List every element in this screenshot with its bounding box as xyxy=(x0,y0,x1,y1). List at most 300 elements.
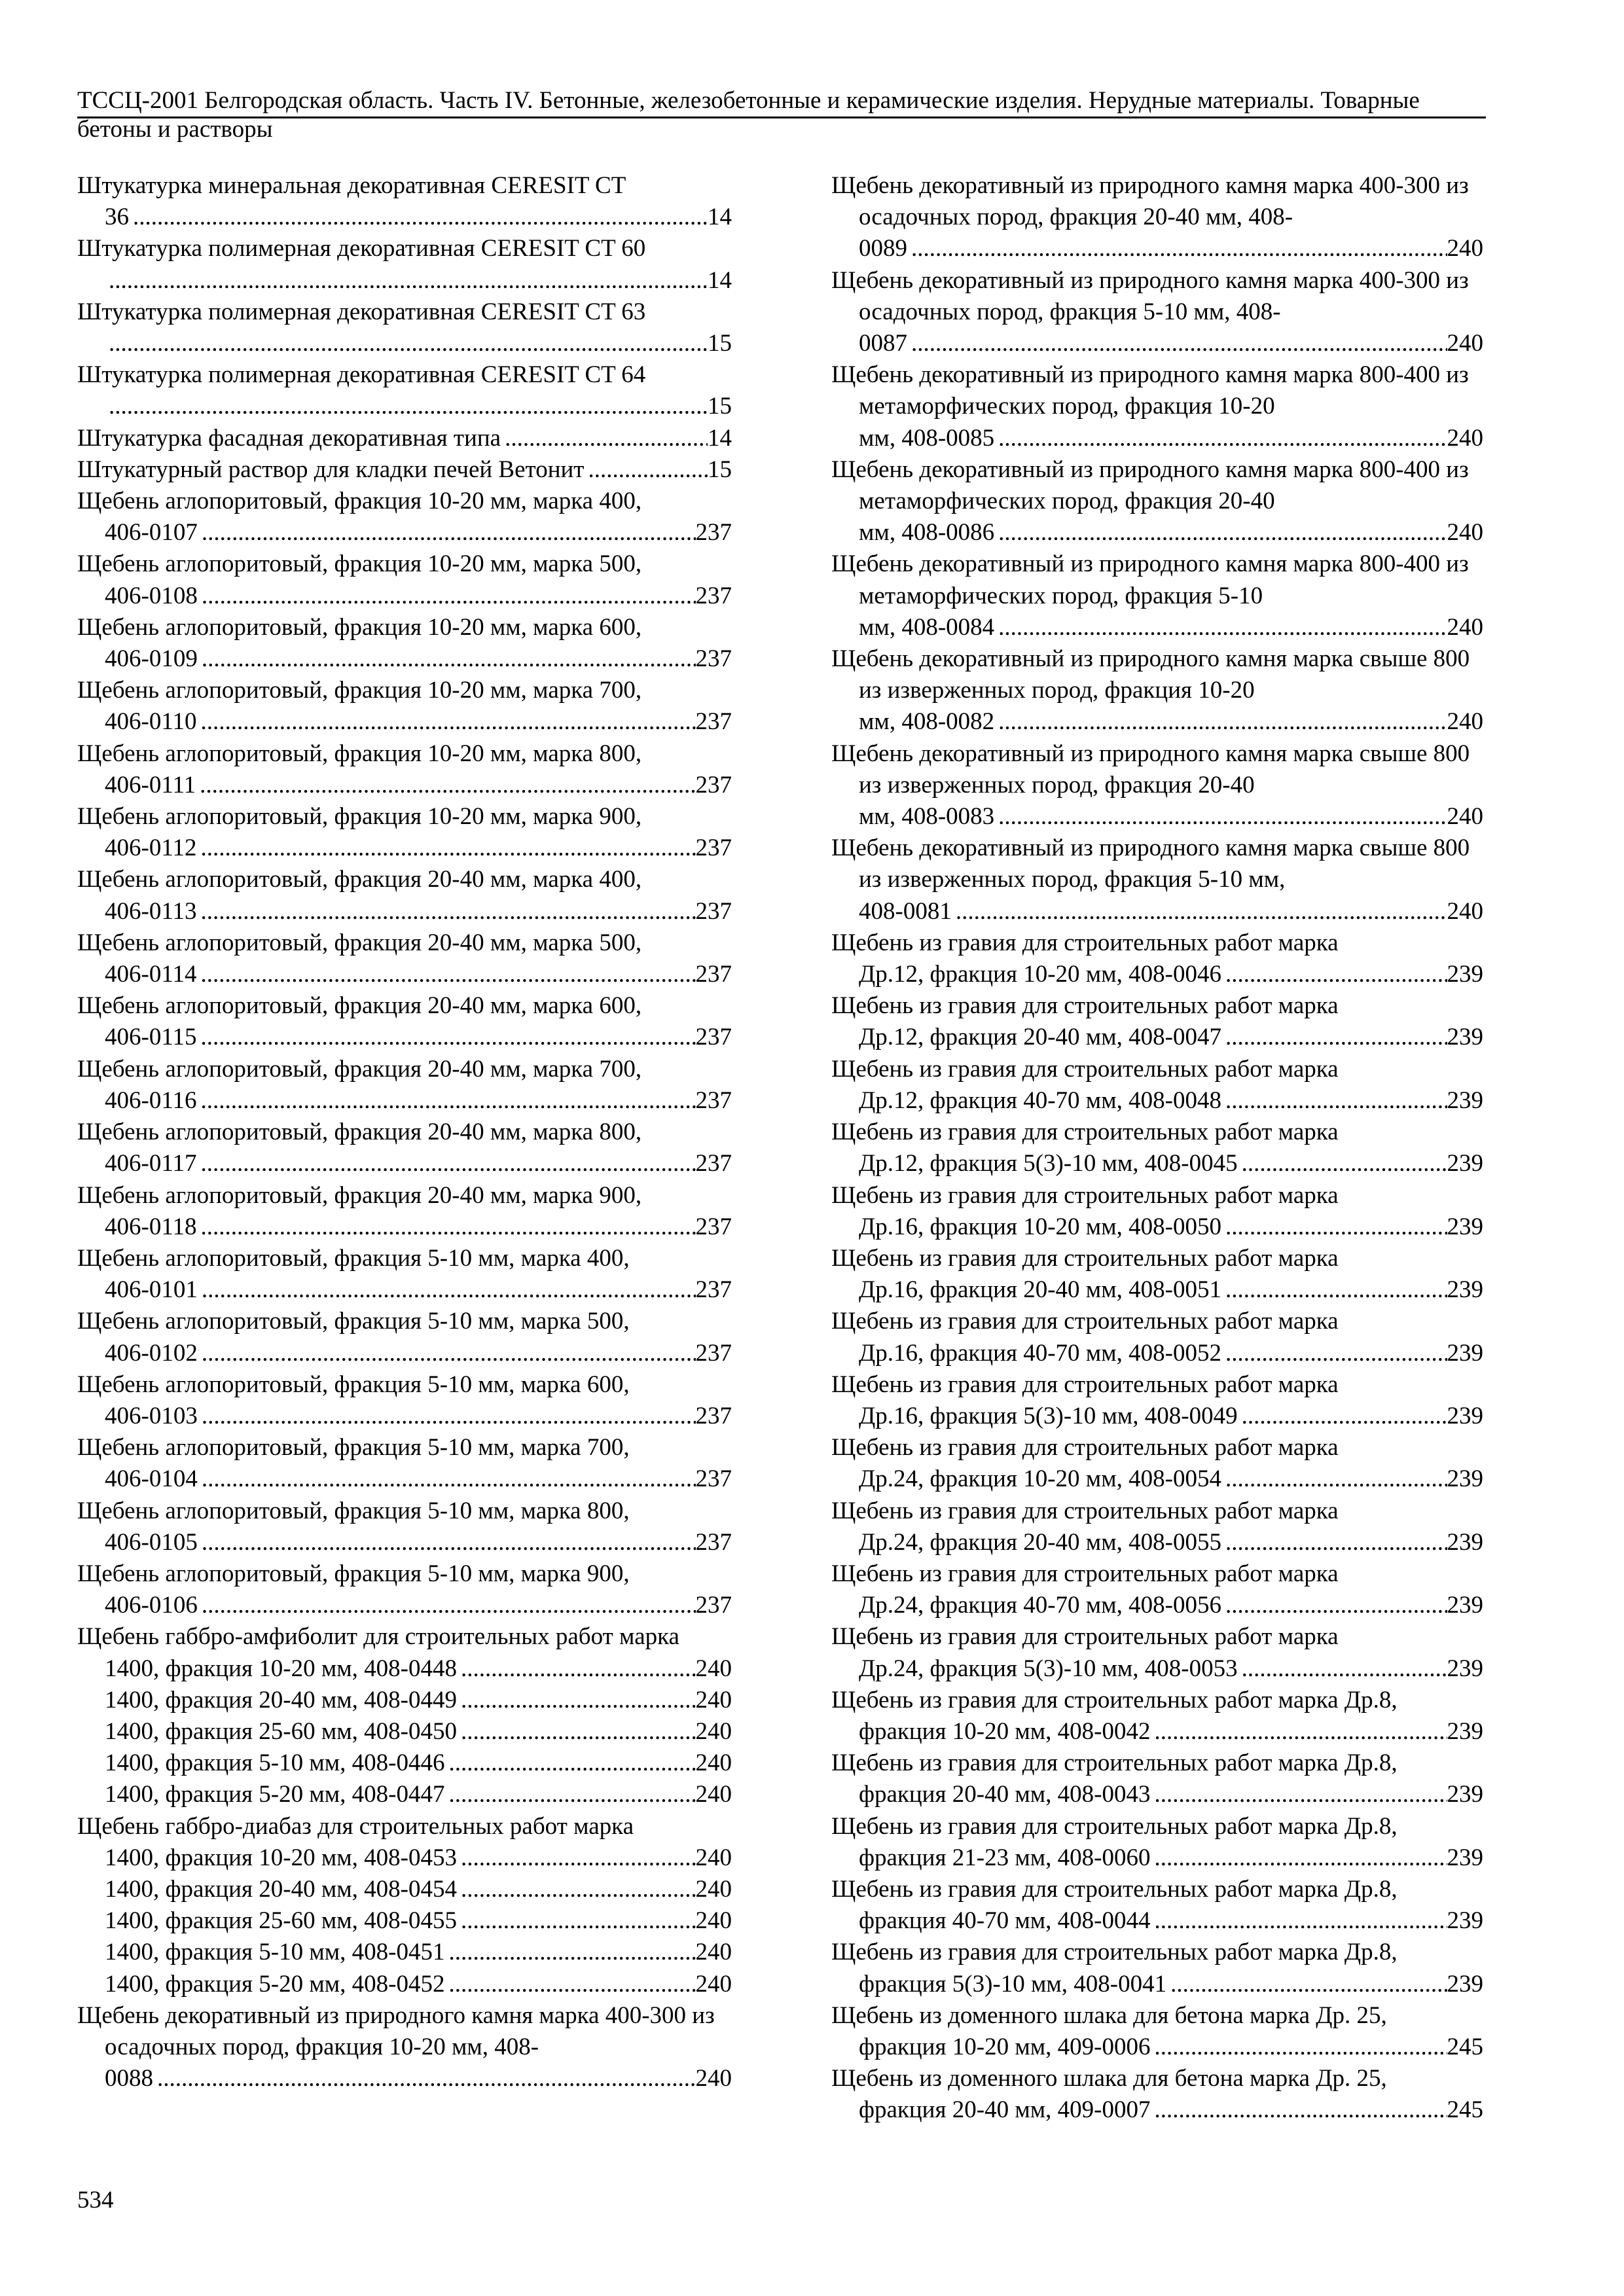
entry-page-number: 240 xyxy=(695,1749,732,1777)
entry-text: Штукатурка минеральная декоративная CERESIT CT xyxy=(77,172,626,199)
index-subentry xyxy=(77,1716,732,1748)
entry-text: Щебень из гравия для строительных работ марка Др.8, xyxy=(831,1939,1398,1966)
dot-leader xyxy=(911,233,1447,264)
entry-text: Щебень декоративный из природного камня марка 800-400 из метаморфических пород, фракция 20-40 xyxy=(831,456,1469,515)
entry-lastline xyxy=(77,1211,732,1243)
entry-text: 0089 xyxy=(859,235,907,262)
dot-leader xyxy=(1154,2094,1447,2126)
entry-text: Щебень декоративный из природного камня марка 400-300 из осадочных пород, фракция 20-40 мм, 408- xyxy=(831,172,1469,231)
entry-text: 1400, фракция 25-60 мм, 408-0455 xyxy=(105,1907,457,1935)
entry-lastline xyxy=(77,1274,732,1306)
entry-text: мм, 408-0083 xyxy=(859,803,995,831)
entry-text: Щебень аглопоритовый, фракция 10-20 мм, марка 600, xyxy=(77,613,642,641)
entry-lastline xyxy=(77,1085,732,1117)
index-subentry xyxy=(77,1937,732,1968)
entry-text: Др.12, фракция 5(3)-10 мм, 408-0045 xyxy=(859,1150,1238,1177)
entry-lastline xyxy=(77,202,732,233)
entry-lastline xyxy=(77,2063,732,2094)
entry-page-number: 237 xyxy=(695,1086,732,1114)
index-entry xyxy=(831,1306,1483,1369)
entry-lastline xyxy=(831,896,1483,927)
entry-text: Др.12, фракция 20-40 мм, 408-0047 xyxy=(859,1024,1221,1051)
entry-lastline xyxy=(831,1148,1483,1179)
entry-text: 406-0113 xyxy=(105,897,197,925)
index-entry xyxy=(77,1117,732,1179)
entry-lastline xyxy=(77,517,732,548)
index-entry xyxy=(831,2063,1483,2126)
entry-page-number: 237 xyxy=(695,1150,732,1177)
entry-page-number: 239 xyxy=(1447,1276,1483,1304)
entry-page-number: 239 xyxy=(1447,1402,1483,1429)
dot-leader xyxy=(1225,959,1447,990)
entry-text: 1400, фракция 10-20 мм, 408-0453 xyxy=(105,1844,457,1871)
entry-page-number: 237 xyxy=(695,519,732,547)
entry-page-number: 237 xyxy=(695,1402,732,1429)
index-entry xyxy=(831,1811,1483,1874)
entry-page-number: 237 xyxy=(695,961,732,988)
entry-text: Щебень из гравия для строительных работ марка xyxy=(831,1244,1339,1272)
entry-lastline xyxy=(831,1716,1483,1748)
dot-leader xyxy=(1225,1590,1447,1621)
entry-page-number: 239 xyxy=(1447,1592,1483,1619)
entry-text: 1400, фракция 20-40 мм, 408-0449 xyxy=(105,1686,457,1713)
index-entry xyxy=(77,927,732,990)
entry-page-number: 239 xyxy=(1447,1213,1483,1240)
entry-text: фракция 20-40 мм, 408-0043 xyxy=(859,1781,1151,1808)
entry-lastline xyxy=(831,1401,1483,1432)
index-entry xyxy=(831,359,1483,454)
entry-text: фракция 10-20 мм, 409-0006 xyxy=(859,2033,1151,2060)
entry-lastline xyxy=(831,1274,1483,1306)
entry-page-number: 240 xyxy=(1447,519,1483,547)
entry-text: Щебень аглопоритовый, фракция 20-40 мм, марка 600, xyxy=(77,992,642,1020)
entry-text: 406-0109 xyxy=(105,645,198,673)
entry-text: 406-0118 xyxy=(105,1213,197,1240)
entry-text: Др.12, фракция 40-70 мм, 408-0048 xyxy=(859,1086,1221,1114)
entry-text: Щебень из гравия для строительных работ марка xyxy=(831,1623,1339,1651)
index-entry xyxy=(831,1243,1483,1306)
entry-text: Щебень аглопоритовый, фракция 20-40 мм, марка 800, xyxy=(77,1119,642,1146)
entry-text: 406-0102 xyxy=(105,1339,198,1367)
entry-page-number: 240 xyxy=(695,1875,732,1903)
entry-lastline xyxy=(831,1779,1483,1810)
entry-text: Щебень декоративный из природного камня марка 400-300 из осадочных пород, фракция 10-20 мм, 408- xyxy=(77,2001,715,2060)
entry-text: Щебень аглопоритовый, фракция 10-20 мм, марка 800, xyxy=(77,740,642,767)
entry-text: Щебень аглопоритовый, фракция 5-10 мм, марка 900, xyxy=(77,1560,630,1587)
entry-page-number: 237 xyxy=(695,1465,732,1493)
index-entry xyxy=(77,612,732,675)
entry-page-number: 240 xyxy=(1447,708,1483,736)
entry-text: 406-0110 xyxy=(105,708,197,736)
entry-text: 406-0104 xyxy=(105,1465,198,1493)
entry-lastline xyxy=(831,1590,1483,1621)
entry-text: Щебень декоративный из природного камня марка 400-300 из осадочных пород, фракция 5-10 мм, 408- xyxy=(831,266,1469,325)
entry-lastline xyxy=(77,770,732,801)
dot-leader xyxy=(1242,1401,1447,1432)
entry-lastline xyxy=(77,1022,732,1053)
entry-text: Щебень из гравия для строительных работ марка xyxy=(831,1181,1339,1209)
index-entry xyxy=(831,1685,1483,1748)
entry-text: Штукатурка полимерная декоративная CERESIT CT 60 xyxy=(77,235,646,262)
entry-text: Щебень из доменного шлака для бетона марка Др. 25, xyxy=(831,2001,1387,2029)
entry-lastline xyxy=(77,265,732,296)
entry-text: фракция 10-20 мм, 408-0042 xyxy=(859,1717,1151,1745)
dot-leader xyxy=(202,643,696,675)
index-subentry xyxy=(77,1905,732,1937)
entry-text: Щебень из гравия для строительных работ марка Др.8, xyxy=(831,1749,1398,1777)
dot-leader xyxy=(461,1905,696,1937)
entry-text: Щебень декоративный из природного камня марка свыше 800 из изверженных пород, фракция 10-20 xyxy=(831,645,1470,704)
entry-text: Др.24, фракция 40-70 мм, 408-0056 xyxy=(859,1592,1221,1619)
entry-page-number: 14 xyxy=(708,266,732,294)
entry-page-number: 239 xyxy=(1447,961,1483,988)
dot-leader xyxy=(1225,1211,1447,1243)
entry-text: фракция 21-23 мм, 408-0060 xyxy=(859,1844,1151,1871)
entry-text: Щебень из гравия для строительных работ марка Др.8, xyxy=(831,1812,1398,1840)
index-entry xyxy=(831,1180,1483,1243)
entry-text: Щебень аглопоритовый, фракция 20-40 мм, марка 500, xyxy=(77,929,642,956)
dot-leader xyxy=(461,1874,696,1905)
entry-page-number: 237 xyxy=(695,834,732,862)
entry-page-number: 237 xyxy=(695,771,732,798)
dot-leader xyxy=(200,959,695,990)
index-entry xyxy=(77,486,732,548)
index-entry xyxy=(831,1621,1483,1684)
entry-page-number: 15 xyxy=(708,456,732,483)
entry-lastline xyxy=(77,1401,732,1432)
entry-lastline xyxy=(831,1085,1483,1117)
entry-text: 406-0111 xyxy=(105,771,196,798)
entry-page-number: 237 xyxy=(695,897,732,925)
dot-leader xyxy=(1154,1716,1447,1748)
header-rule xyxy=(77,117,1486,118)
entry-lastline xyxy=(831,423,1483,454)
dot-leader xyxy=(202,1401,696,1432)
dot-leader xyxy=(461,1685,696,1716)
dot-leader xyxy=(1225,1274,1447,1306)
entry-text: 406-0108 xyxy=(105,582,198,609)
dot-leader xyxy=(200,1211,695,1243)
entry-text: 1400, фракция 5-20 мм, 408-0452 xyxy=(105,1970,445,1998)
entry-lastline xyxy=(77,896,732,927)
dot-leader xyxy=(109,391,708,422)
entry-page-number: 240 xyxy=(695,1655,732,1682)
index-entry xyxy=(831,1432,1483,1495)
entry-text: Щебень аглопоритовый, фракция 5-10 мм, марка 500, xyxy=(77,1308,630,1335)
entry-text: 406-0101 xyxy=(105,1276,198,1304)
entry-text: Щебень из гравия для строительных работ марка Др.8, xyxy=(831,1875,1398,1903)
entry-text: Штукатурка полимерная декоративная CERESIT CT 64 xyxy=(77,361,646,389)
index-entry xyxy=(77,801,732,864)
entry-text: Др.24, фракция 20-40 мм, 408-0055 xyxy=(859,1528,1221,1556)
entry-page-number: 14 xyxy=(708,424,732,452)
index-entry xyxy=(831,927,1483,990)
entry-lastline xyxy=(831,1211,1483,1243)
dot-leader xyxy=(200,1148,695,1179)
entry-text: 406-0112 xyxy=(105,834,197,862)
entry-text: Щебень из гравия для строительных работ марка xyxy=(831,1119,1339,1146)
dot-leader xyxy=(1225,1085,1447,1117)
dot-leader xyxy=(998,423,1447,454)
index-entry xyxy=(77,738,732,801)
entry-text: Др.16, фракция 5(3)-10 мм, 408-0049 xyxy=(859,1402,1238,1429)
entry-text: 0087 xyxy=(859,330,907,357)
entry-text: мм, 408-0084 xyxy=(859,613,995,641)
entry-text: Щебень аглопоритовый, фракция 5-10 мм, марка 600, xyxy=(77,1371,630,1398)
entry-text: 406-0114 xyxy=(105,961,197,988)
dot-leader xyxy=(200,706,695,738)
entry-page-number: 237 xyxy=(695,1213,732,1240)
entry-lastline xyxy=(77,1463,732,1495)
entry-page-number: 240 xyxy=(1447,424,1483,452)
entry-page-number: 240 xyxy=(695,1844,732,1871)
entry-lastline xyxy=(831,1463,1483,1495)
entry-page-number: 245 xyxy=(1447,2033,1483,2060)
entry-text: мм, 408-0082 xyxy=(859,708,995,736)
entry-heading: Щебень габбро-амфиболит для строительных работ марка xyxy=(77,1623,679,1651)
index-entry xyxy=(831,1496,1483,1558)
entry-lastline xyxy=(831,1842,1483,1874)
entry-text: 0088 xyxy=(105,2065,153,2092)
dot-leader xyxy=(998,706,1447,738)
running-header: ТССЦ-2001 Белгородская область. Часть IV. Бетонные, железобетонные и керамические изделия. Нерудные материалы. Товарные бетоны и растворы xyxy=(77,87,1420,143)
dot-leader xyxy=(505,423,708,454)
entry-lastline xyxy=(831,233,1483,264)
entry-text: Щебень аглопоритовый, фракция 5-10 мм, марка 700, xyxy=(77,1434,630,1462)
dot-leader xyxy=(1154,1779,1447,1810)
index-entry xyxy=(77,233,732,296)
entry-lastline xyxy=(77,643,732,675)
dot-leader xyxy=(133,202,708,233)
entry-text: 1400, фракция 10-20 мм, 408-0448 xyxy=(105,1655,457,1682)
entry-text: Щебень аглопоритовый, фракция 10-20 мм, марка 500, xyxy=(77,550,642,578)
index-entry xyxy=(77,1621,732,1810)
entry-text: 1400, фракция 20-40 мм, 408-0454 xyxy=(105,1875,457,1903)
entry-text: Щебень аглопоритовый, фракция 20-40 мм, марка 700, xyxy=(77,1055,642,1083)
index-entry xyxy=(77,1811,732,2000)
index-entry xyxy=(77,1432,732,1495)
entry-lastline xyxy=(77,423,732,454)
dot-leader xyxy=(448,1748,695,1779)
dot-leader xyxy=(200,833,695,864)
entry-page-number: 240 xyxy=(1447,897,1483,925)
entry-text: Щебень аглопоритовый, фракция 20-40 мм, марка 400, xyxy=(77,866,642,893)
entry-page-number: 239 xyxy=(1447,1844,1483,1871)
dot-leader xyxy=(911,328,1447,359)
entry-text: 1400, фракция 5-10 мм, 408-0451 xyxy=(105,1939,445,1966)
entry-text: мм, 408-0085 xyxy=(859,424,995,452)
entry-text: Щебень из доменного шлака для бетона марка Др. 25, xyxy=(831,2065,1387,2092)
entry-text: мм, 408-0086 xyxy=(859,519,995,547)
entry-page-number: 240 xyxy=(1447,235,1483,262)
index-entry xyxy=(77,359,732,422)
dot-leader xyxy=(998,517,1447,548)
entry-text: Щебень аглопоритовый, фракция 10-20 мм, марка 400, xyxy=(77,488,642,515)
index-entry xyxy=(77,1496,732,1558)
entry-page-number: 240 xyxy=(695,1939,732,1966)
entry-lastline xyxy=(77,833,732,864)
entry-text: Щебень из гравия для строительных работ марка xyxy=(831,929,1339,956)
entry-text: Щебень из гравия для строительных работ марка xyxy=(831,1371,1339,1398)
entry-page-number: 240 xyxy=(695,2065,732,2092)
dot-leader xyxy=(1154,2032,1447,2063)
index-subentry xyxy=(77,1653,732,1685)
index-entry xyxy=(831,454,1483,549)
entry-page-number: 239 xyxy=(1447,1655,1483,1682)
entry-lastline xyxy=(77,959,732,990)
entry-lastline xyxy=(831,2032,1483,2063)
index-entry xyxy=(77,675,732,738)
entry-page-number: 240 xyxy=(695,1717,732,1745)
entry-text: Др.24, фракция 5(3)-10 мм, 408-0053 xyxy=(859,1655,1238,1682)
index-entry xyxy=(831,1117,1483,1179)
entry-page-number: 15 xyxy=(708,330,732,357)
entry-text: Щебень из гравия для строительных работ марка xyxy=(831,992,1339,1020)
entry-text: Др.24, фракция 10-20 мм, 408-0054 xyxy=(859,1465,1221,1493)
index-entry xyxy=(77,170,732,233)
index-entry xyxy=(77,864,732,927)
entry-page-number: 239 xyxy=(1447,1717,1483,1745)
index-subentry xyxy=(77,1969,732,2000)
index-entry xyxy=(831,643,1483,738)
dot-leader xyxy=(998,801,1447,833)
entry-page-number: 237 xyxy=(695,582,732,609)
entry-page-number: 14 xyxy=(708,204,732,231)
entry-text: 1400, фракция 5-10 мм, 408-0446 xyxy=(105,1749,445,1777)
entry-page-number: 240 xyxy=(695,1907,732,1935)
index-entry xyxy=(77,990,732,1053)
entry-text: 36 xyxy=(105,204,129,231)
entry-page-number: 239 xyxy=(1447,1339,1483,1367)
index-entry xyxy=(831,833,1483,927)
entry-text: 406-0103 xyxy=(105,1402,198,1429)
entry-lastline xyxy=(77,1590,732,1621)
entry-lastline xyxy=(77,328,732,359)
index-entry xyxy=(831,1937,1483,2000)
index-entry xyxy=(831,170,1483,265)
dot-leader xyxy=(200,770,695,801)
dot-leader xyxy=(200,1022,695,1053)
entry-page-number: 237 xyxy=(695,1339,732,1367)
index-entry xyxy=(831,1054,1483,1117)
index-subentry xyxy=(77,1842,732,1874)
entry-text: фракция 40-70 мм, 408-0044 xyxy=(859,1907,1151,1935)
index-entry xyxy=(77,423,732,454)
dot-leader xyxy=(588,454,708,486)
dot-leader xyxy=(448,1937,695,1968)
entry-page-number: 239 xyxy=(1447,1970,1483,1998)
dot-leader xyxy=(1154,1842,1447,1874)
index-entry xyxy=(77,296,732,359)
dot-leader xyxy=(1225,1463,1447,1495)
dot-leader xyxy=(200,1085,695,1117)
entry-page-number: 237 xyxy=(695,708,732,736)
index-entry xyxy=(77,1558,732,1621)
dot-leader xyxy=(202,581,696,612)
entry-lastline xyxy=(831,517,1483,548)
index-entry xyxy=(831,738,1483,833)
entry-text: 406-0115 xyxy=(105,1024,197,1051)
entry-text: Штукатурка полимерная декоративная CERESIT CT 63 xyxy=(77,298,646,325)
entry-lastline xyxy=(77,391,732,422)
entry-lastline xyxy=(831,1969,1483,2000)
entry-lastline xyxy=(77,581,732,612)
dot-leader xyxy=(202,517,696,548)
entry-text: Щебень аглопоритовый, фракция 10-20 мм, марка 700, xyxy=(77,677,642,704)
dot-leader xyxy=(157,2063,696,2094)
dot-leader xyxy=(202,1527,696,1558)
dot-leader xyxy=(956,896,1447,927)
entry-page-number: 239 xyxy=(1447,1528,1483,1556)
entry-lastline xyxy=(831,706,1483,738)
entry-text: Др.16, фракция 20-40 мм, 408-0051 xyxy=(859,1276,1221,1304)
dot-leader xyxy=(461,1842,696,1874)
entry-page-number: 240 xyxy=(1447,803,1483,831)
index-entry xyxy=(831,2000,1483,2063)
entry-page-number: 240 xyxy=(1447,613,1483,641)
entry-page-number: 237 xyxy=(695,1024,732,1051)
index-entry xyxy=(77,454,732,486)
entry-page-number: 240 xyxy=(695,1970,732,1998)
index-entry xyxy=(77,1306,732,1369)
entry-page-number: 237 xyxy=(695,1592,732,1619)
entry-text: Штукатурный раствор для кладки печей Ветонит xyxy=(77,456,585,483)
entry-page-number: 237 xyxy=(695,1528,732,1556)
dot-leader xyxy=(998,612,1447,643)
dot-leader xyxy=(1225,1338,1447,1369)
entry-page-number: 239 xyxy=(1447,1781,1483,1808)
entry-text: 406-0117 xyxy=(105,1150,197,1177)
entry-text: Щебень из гравия для строительных работ марка xyxy=(831,1560,1339,1587)
entry-lastline xyxy=(77,1527,732,1558)
entry-text: 406-0107 xyxy=(105,519,198,547)
dot-leader xyxy=(202,1274,696,1306)
entry-lastline xyxy=(831,328,1483,359)
entry-lastline xyxy=(831,1022,1483,1053)
dot-leader xyxy=(448,1779,695,1810)
entry-text: Др.16, фракция 40-70 мм, 408-0052 xyxy=(859,1339,1221,1367)
entry-page-number: 239 xyxy=(1447,1024,1483,1051)
entry-text: 1400, фракция 5-20 мм, 408-0447 xyxy=(105,1781,445,1808)
index-entry xyxy=(831,1369,1483,1432)
entry-lastline xyxy=(77,1338,732,1369)
index-subentry xyxy=(77,1874,732,1905)
entry-text: Др.12, фракция 10-20 мм, 408-0046 xyxy=(859,961,1221,988)
entry-text: Др.16, фракция 10-20 мм, 408-0050 xyxy=(859,1213,1221,1240)
dot-leader xyxy=(1225,1527,1447,1558)
entry-page-number: 239 xyxy=(1447,1465,1483,1493)
entry-lastline xyxy=(77,706,732,738)
entry-lastline xyxy=(77,1148,732,1179)
entry-text: Щебень из гравия для строительных работ марка xyxy=(831,1434,1339,1462)
entry-text: Щебень из гравия для строительных работ марка Др.8, xyxy=(831,1686,1398,1713)
entry-text: Щебень из гравия для строительных работ марка xyxy=(831,1055,1339,1083)
dot-leader xyxy=(461,1716,696,1748)
index-subentry xyxy=(77,1748,732,1779)
entry-lastline xyxy=(831,1905,1483,1937)
dot-leader xyxy=(461,1653,696,1685)
dot-leader xyxy=(1225,1022,1447,1053)
entry-page-number: 239 xyxy=(1447,1086,1483,1114)
index-entry xyxy=(77,1180,732,1243)
index-entry xyxy=(77,548,732,611)
entry-text: Щебень из гравия для строительных работ марка xyxy=(831,1497,1339,1524)
dot-leader xyxy=(202,1590,696,1621)
entry-text: фракция 5(3)-10 мм, 408-0041 xyxy=(859,1970,1167,1998)
entry-text: Щебень декоративный из природного камня марка 800-400 из метаморфических пород, фракция 5-10 xyxy=(831,550,1469,609)
entry-text: Щебень аглопоритовый, фракция 10-20 мм, марка 900, xyxy=(77,803,642,831)
entry-text: Щебень аглопоритовый, фракция 5-10 мм, марка 800, xyxy=(77,1497,630,1524)
